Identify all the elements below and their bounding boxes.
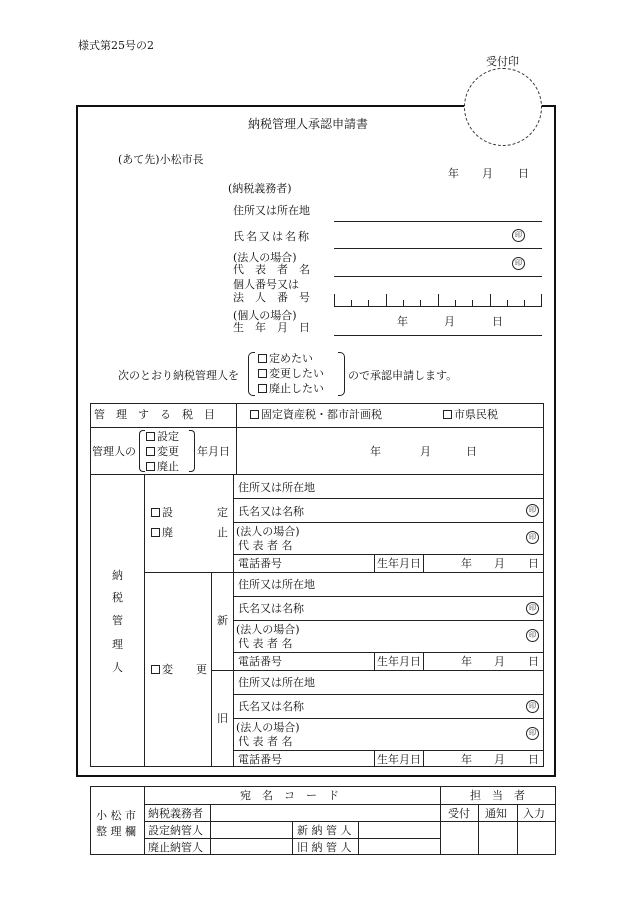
agent3-name-seal: 印 <box>526 700 539 713</box>
taxpayer-birth-month: 月 <box>444 315 455 328</box>
taxpayer-name-label: 氏名又は名称 <box>233 230 311 243</box>
agent1-phone-label: 電話番号 <box>238 557 282 570</box>
date-day-label: 日 <box>518 167 529 180</box>
agent-change-option[interactable] <box>151 664 173 675</box>
receipt-stamp-circle <box>464 68 542 146</box>
agent1-birth-day: 日 <box>528 557 539 570</box>
agent2-birth-month: 月 <box>494 655 505 668</box>
date-row-year: 年 <box>370 445 381 458</box>
date-row-option-2[interactable] <box>146 446 179 457</box>
agent3-birth-day: 日 <box>528 753 539 766</box>
date-row-option-1[interactable] <box>146 431 179 442</box>
office-city-label-2: 整 理 欄 <box>96 825 136 838</box>
individual-number-boxes[interactable] <box>334 294 542 307</box>
office-receipt: 受付 <box>448 807 470 820</box>
agent1-birth-year: 年 <box>461 557 472 570</box>
agent1-corp-label-2: 代 表 者 名 <box>238 539 293 552</box>
agent3-birth-label: 生年月日 <box>377 753 421 766</box>
agent2-name-seal: 印 <box>526 602 539 615</box>
request-bracket-right <box>338 352 345 396</box>
date-row-bracket-left <box>139 430 145 472</box>
office-row-taxpayer: 納税義務者 <box>148 807 203 820</box>
agent-old-label: 旧 <box>217 712 228 725</box>
agent3-birth-month: 月 <box>494 753 505 766</box>
agent-set-label-b: 定 <box>217 506 228 519</box>
tax-row-label: 管 理 す る 税 目 <box>94 408 215 421</box>
taxpayer-corp-label-2: 代 表 者 名 <box>233 263 310 276</box>
office-row-set-agent: 設定納管人 <box>148 824 203 837</box>
checkbox-icon[interactable] <box>258 384 267 393</box>
date-row-bracket-right <box>189 430 195 472</box>
agent1-name-seal: 印 <box>526 504 539 517</box>
agent-abolish-label-b: 止 <box>217 526 228 539</box>
taxpayer-birth-year: 年 <box>397 315 408 328</box>
taxpayer-corp-seal: 印 <box>512 257 525 270</box>
taxpayer-birth-day: 日 <box>492 315 503 328</box>
checkbox-icon[interactable] <box>151 508 160 517</box>
office-new-agent: 新 納 管 人 <box>297 824 352 837</box>
taxpayer-indnum-label-1: 個人番号又は <box>233 278 299 291</box>
office-old-agent: 旧 納 管 人 <box>297 841 352 854</box>
agent2-birth-label: 生年月日 <box>377 655 421 668</box>
date-row-suffix: 年月日 <box>197 445 230 458</box>
checkbox-icon[interactable] <box>151 665 160 674</box>
agent-new-label: 新 <box>217 614 228 627</box>
agent-change-label-b: 更 <box>196 663 207 676</box>
agent3-birth-year: 年 <box>461 753 472 766</box>
request-option-3[interactable] <box>258 383 324 394</box>
date-row-option-2-label: 変更 <box>157 445 179 458</box>
agent-vertical-label-4: 理 <box>112 638 123 651</box>
checkbox-icon[interactable] <box>250 410 259 419</box>
checkbox-icon[interactable] <box>258 369 267 378</box>
agent1-address-label: 住所又は所在地 <box>238 481 315 494</box>
taxpayer-address-label: 住所又は所在地 <box>233 204 310 217</box>
tax-option-2-label: 市県民税 <box>454 408 498 421</box>
taxpayer-address-line[interactable] <box>334 221 542 222</box>
office-input: 入力 <box>523 807 545 820</box>
agent3-corp-label-1: (法人の場合) <box>236 721 300 734</box>
agent2-phone-label: 電話番号 <box>238 655 282 668</box>
form-title: 納税管理人承認申請書 <box>248 117 369 131</box>
agent2-corp-seal: 印 <box>526 629 539 642</box>
taxpayer-name-line[interactable] <box>334 248 542 249</box>
agent-set-label-a: 設 <box>162 506 173 519</box>
agent-abolish-option[interactable] <box>151 527 173 538</box>
form-number: 様式第25号の2 <box>78 39 154 52</box>
addressee: (あて先)小松市長 <box>118 153 204 166</box>
request-suffix: ので承認申請します。 <box>348 369 458 382</box>
agent2-corp-label-1: (法人の場合) <box>236 623 300 636</box>
agent-change-label-a: 変 <box>162 663 173 676</box>
agent3-name-label: 氏名又は名称 <box>238 700 304 713</box>
taxpayer-indnum-label-2: 法 人 番 号 <box>233 291 310 304</box>
agent1-corp-label-1: (法人の場合) <box>236 525 300 538</box>
office-code-header: 宛 名 コ ー ド <box>240 789 339 802</box>
request-option-2[interactable] <box>258 368 324 379</box>
agent3-phone-label: 電話番号 <box>238 753 282 766</box>
date-year-label: 年 <box>448 167 459 180</box>
agent2-birth-day: 日 <box>528 655 539 668</box>
request-bracket-left <box>248 352 255 396</box>
taxpayer-corp-line[interactable] <box>334 276 542 277</box>
date-row-option-3-label: 廃止 <box>157 460 179 473</box>
agent2-birth-year: 年 <box>461 655 472 668</box>
agent-set-option[interactable] <box>151 507 173 518</box>
request-prefix: 次のとおり納税管理人を <box>118 369 239 382</box>
agent-vertical-label-2: 税 <box>112 591 123 604</box>
tax-option-2[interactable] <box>443 409 498 420</box>
office-row-abolish-agent: 廃止納管人 <box>148 841 203 854</box>
agent1-birth-month: 月 <box>494 557 505 570</box>
date-row-option-1-label: 設定 <box>157 430 179 443</box>
agent2-address-label: 住所又は所在地 <box>238 578 315 591</box>
request-option-2-label: 変更したい <box>269 367 324 380</box>
agent1-corp-seal: 印 <box>526 531 539 544</box>
checkbox-icon[interactable] <box>443 410 452 419</box>
taxpayer-corp-label-1: (法人の場合) <box>233 251 297 264</box>
agent1-birth-label: 生年月日 <box>377 557 421 570</box>
office-staff-header: 担 当 者 <box>470 789 525 802</box>
office-notice: 通知 <box>485 807 507 820</box>
tax-option-1[interactable] <box>250 409 382 420</box>
checkbox-icon[interactable] <box>258 354 267 363</box>
taxpayer-birth-label-1: (個人の場合) <box>233 309 297 322</box>
request-option-1[interactable] <box>258 353 313 364</box>
taxpayer-heading: (納税義務者) <box>228 182 292 195</box>
agent-abolish-label-a: 廃 <box>162 526 173 539</box>
taxpayer-name-seal: 印 <box>512 229 525 242</box>
date-row-month: 月 <box>420 445 431 458</box>
agent-vertical-label-5: 人 <box>112 661 123 674</box>
office-city-label-1: 小 松 市 <box>96 809 136 822</box>
agent2-corp-label-2: 代 表 者 名 <box>238 637 293 650</box>
date-month-label: 月 <box>482 167 493 180</box>
date-row-day: 日 <box>466 445 477 458</box>
checkbox-icon[interactable] <box>151 528 160 537</box>
date-row-prefix: 管理人の <box>92 445 136 458</box>
agent-vertical-label-3: 管 <box>112 614 123 627</box>
date-row-option-3[interactable] <box>146 461 179 472</box>
agent1-name-label: 氏名又は名称 <box>238 505 304 518</box>
checkbox-icon[interactable] <box>146 447 155 456</box>
agent2-name-label: 氏名又は名称 <box>238 602 304 615</box>
agent3-corp-seal: 印 <box>526 727 539 740</box>
taxpayer-birth-line[interactable] <box>334 335 542 336</box>
request-option-1-label: 定めたい <box>269 352 313 365</box>
taxpayer-birth-label-2: 生 年 月 日 <box>233 321 310 334</box>
receipt-stamp-label: 受付印 <box>486 55 519 68</box>
tax-option-1-label: 固定資産税・都市計画税 <box>261 408 382 421</box>
request-option-3-label: 廃止したい <box>269 382 324 395</box>
checkbox-icon[interactable] <box>146 462 155 471</box>
checkbox-icon[interactable] <box>146 432 155 441</box>
agent3-address-label: 住所又は所在地 <box>238 676 315 689</box>
agent-vertical-label-1: 納 <box>112 569 123 582</box>
agent3-corp-label-2: 代 表 者 名 <box>238 735 293 748</box>
